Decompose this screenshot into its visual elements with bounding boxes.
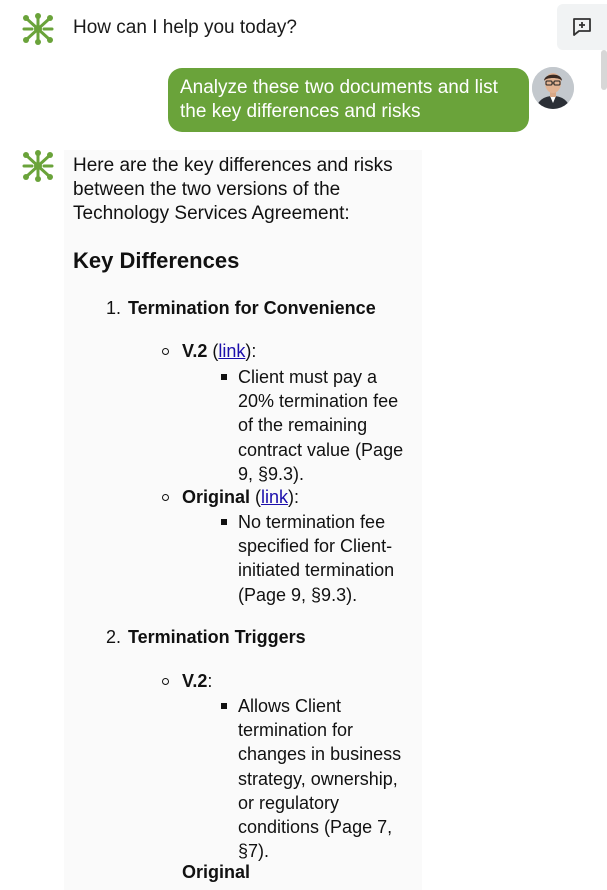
version-label: V.2: <box>182 671 213 691</box>
list-item-title: Termination for Convenience <box>128 298 376 318</box>
sub-bullet-marker <box>162 678 169 685</box>
list-item-title: Termination Triggers <box>128 627 306 647</box>
version-label: Original <box>182 862 251 882</box>
bullet-marker <box>221 374 227 380</box>
list-item-number: 2. <box>106 627 122 647</box>
response-heading: Key Differences <box>73 248 240 273</box>
sub-bullet-marker <box>162 494 169 501</box>
greeting-text: How can I help you today? <box>73 17 297 38</box>
response-intro: Here are the key differences and risks between the two versions of the Technology Services Agreement: <box>73 155 393 224</box>
user-avatar <box>532 67 574 109</box>
bullet-text: Allows Client termination for changes in business strategy, ownership, or regulatory conditions (Page 7, §7). <box>238 696 402 862</box>
list-item-number: 1. <box>106 298 122 318</box>
bullet-text: No termination fee specified for Client-initiated termination (Page 9, §9.3). <box>238 512 395 605</box>
bullet-marker <box>221 519 227 525</box>
version-label: Original (link): <box>182 487 300 507</box>
assistant-logo-icon <box>21 12 55 46</box>
bullet-marker <box>221 703 227 709</box>
version-label: V.2 (link): <box>182 341 257 361</box>
source-link[interactable]: link <box>261 487 289 507</box>
scrollbar-thumb[interactable] <box>601 50 607 90</box>
source-link[interactable]: link <box>218 341 246 361</box>
sub-bullet-marker <box>162 348 169 355</box>
bullet-text: Client must pay a 20% termination fee of the remaining contract value (Page 9, §9.3). <box>238 367 404 484</box>
new-chat-button[interactable] <box>557 4 607 50</box>
add-comment-icon <box>571 16 593 38</box>
assistant-logo-icon <box>21 149 55 183</box>
user-message-bubble: Analyze these two documents and list the key differences and risks <box>168 68 529 132</box>
